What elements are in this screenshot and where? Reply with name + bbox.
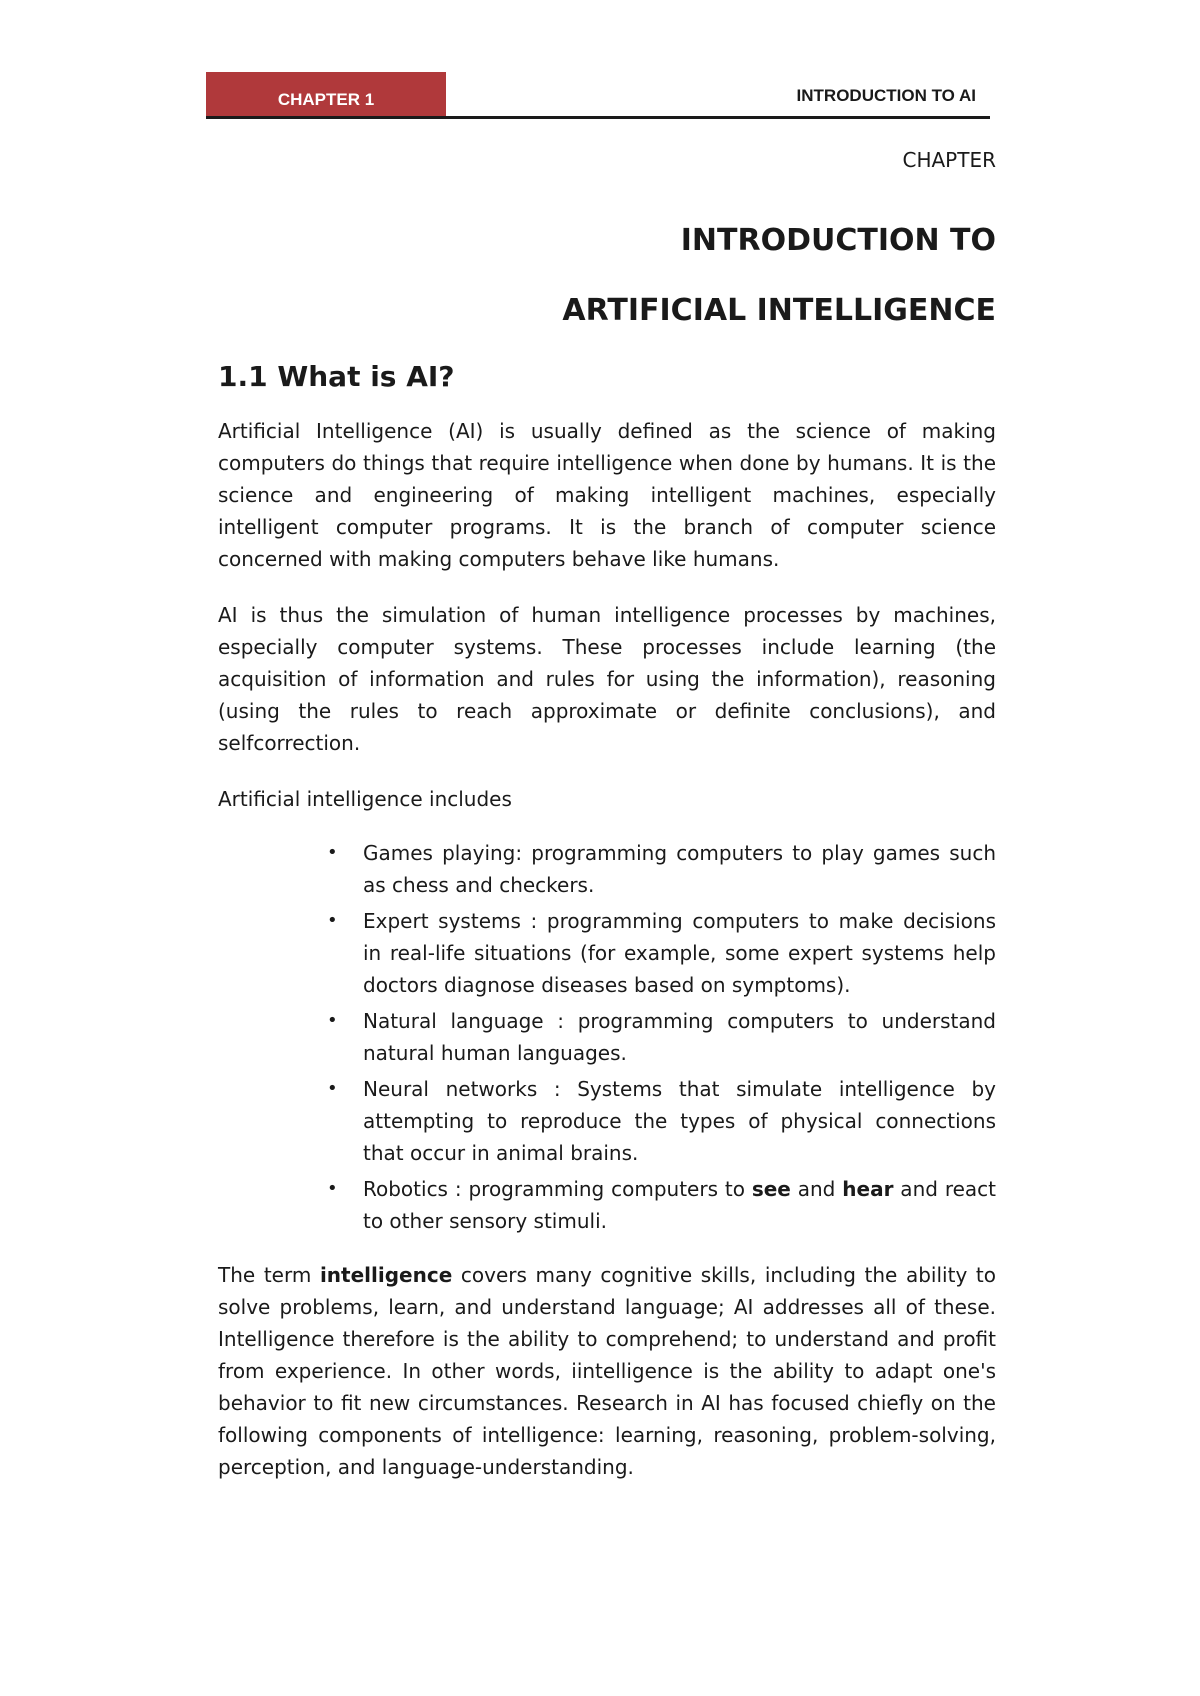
paragraph-simulation: AI is thus the simulation of human intelligence processes by machines, especially computer systems. These processes include learning (the acquisition of information and rules for using the information), reasoning (using the rules to reach approximate or definite conclusions), and selfcorrection.	[218, 603, 996, 755]
list-item	[327, 1005, 996, 1069]
chapter-tab: CHAPTER 1	[206, 72, 446, 116]
list-item-bold-hear: hear	[842, 1177, 894, 1201]
chapter-title-line-1: INTRODUCTION TO	[680, 223, 996, 258]
paragraph-intelligence	[218, 1259, 996, 1483]
intelligence-text-pre: The term	[218, 1263, 320, 1287]
paragraph-includes: Artificial intelligence includes	[218, 787, 512, 811]
list-item	[327, 1173, 996, 1237]
bullet-icon: •	[327, 1178, 338, 1199]
list-item	[327, 905, 996, 1001]
list-item-text-pre: Robotics : programming computers to	[363, 1177, 752, 1201]
list-item-text-mid: and	[790, 1177, 843, 1201]
list-item-bold-see: see	[751, 1177, 791, 1201]
list-item	[327, 1073, 996, 1169]
running-title: INTRODUCTION TO AI	[796, 86, 976, 105]
intelligence-text-post: covers many cognitive skills, including the ability to solve problems, learn, and understand language; AI addresses all of these. Intelligence therefore is the ability to comprehend; to understand and profit from experience. In other words, iintelligence is the ability to adapt one's behavior to fit new circumstances. Research in AI has focused chiefly on the following components of intelligence: learning, reasoning, problem-solving, perception, and language-understanding.	[218, 1263, 996, 1479]
list-item	[327, 837, 996, 901]
list-item-text: Neural networks : Systems that simulate intelligence by attempting to reproduce the types of physical connections that occur in animal brains.	[363, 1077, 996, 1165]
chapter-title-line-2: ARTIFICIAL INTELLIGENCE	[562, 293, 996, 328]
paragraph-definition: Artificial Intelligence (AI) is usually defined as the science of making computers do things that require intelligence when done by humans. It is the science and engineering of making intelligent machines, especially intelligent computer programs. It is the branch of computer science concerned with making computers behave like humans.	[218, 419, 996, 571]
bullet-icon: •	[327, 910, 338, 931]
running-header	[206, 72, 990, 119]
bullet-icon: •	[327, 1078, 338, 1099]
page-content	[218, 148, 996, 1507]
list-item-text: Natural language : programming computers to understand natural human languages.	[363, 1009, 996, 1065]
list-item-text: Expert systems : programming computers to make decisions in real-life situations (for example, some expert systems help doctors diagnose diseases based on symptoms).	[363, 909, 996, 997]
ai-fields-list	[218, 837, 996, 1237]
section-heading: 1.1 What is AI?	[218, 360, 455, 393]
intelligence-bold-term: intelligence	[319, 1263, 453, 1287]
bullet-icon: •	[327, 1010, 338, 1031]
list-item-text: Games playing: programming computers to play games such as chess and checkers.	[363, 841, 996, 897]
chapter-label: CHAPTER	[902, 148, 996, 172]
bullet-icon: •	[327, 842, 338, 863]
list-item-text-post: and react to other sensory stimuli.	[363, 1177, 996, 1233]
